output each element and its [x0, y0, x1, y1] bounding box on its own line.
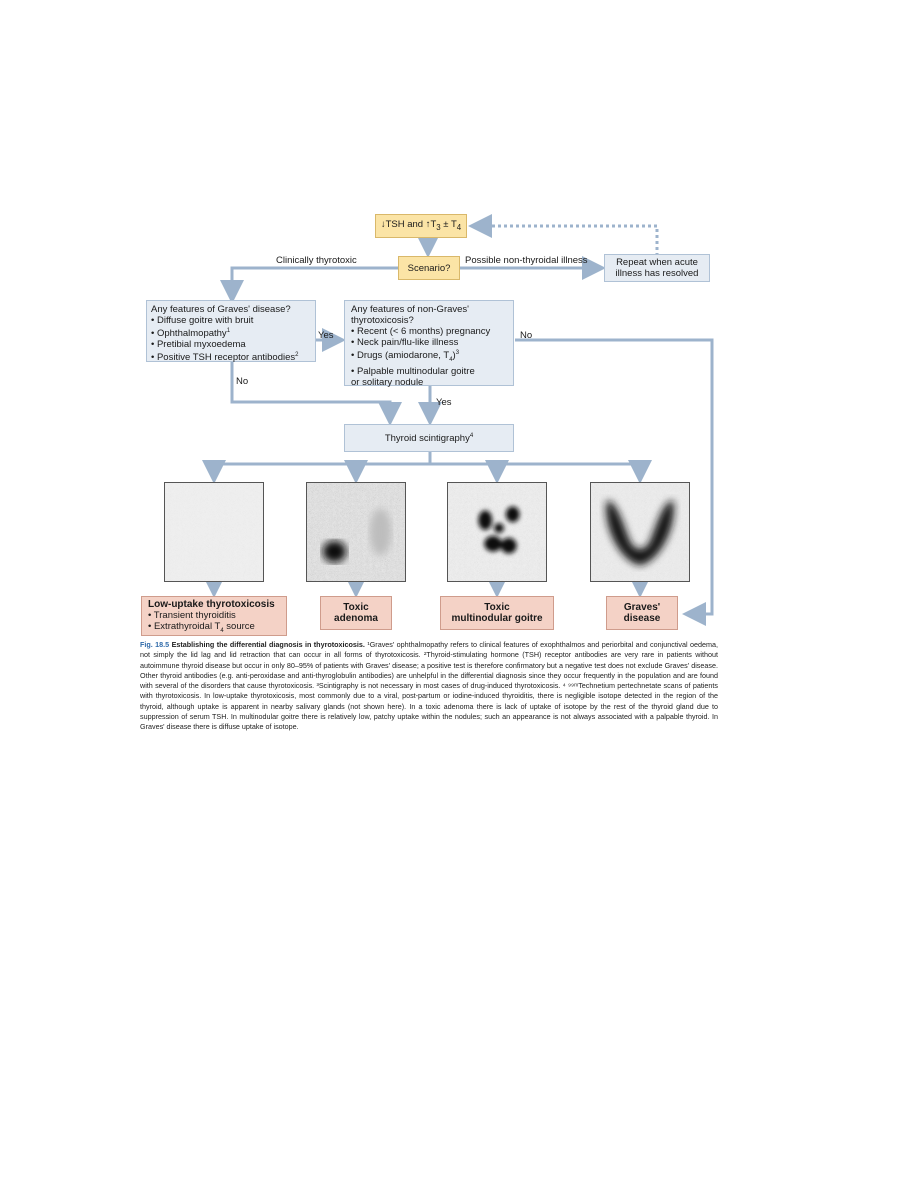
list-item: • Pretibial myxoedema [151, 339, 311, 350]
label-no-non-graves: No [520, 330, 533, 341]
list-item: • Neck pain/flu-like illness [351, 337, 507, 348]
label-non-thyroidal-illness: Possible non-thyroidal illness [465, 255, 588, 266]
figure-caption [140, 640, 718, 733]
scan-toxic-mng-image [447, 482, 547, 582]
graves-features-title: Any features of Graves' disease? [151, 304, 291, 315]
outcome-graves-box: Graves' disease [606, 596, 678, 630]
list-item: • Positive TSH receptor antibodies$^2$ [151, 350, 311, 363]
label-no-graves: No [236, 376, 249, 387]
list-item: • Extrathyroidal $T_4$ source [148, 621, 280, 637]
outcome-low-uptake-title: Low-uptake thyrotoxicosis [148, 599, 275, 610]
caption-body: ¹Graves' ophthalmopathy refers to clinical features of exophthalmos and periorbital and conjunctival oedema, not simply the lid lag and lid retraction that can occur in all forms of thyrotoxicosis. ²Thyroid-stimulating hormone (TSH) receptor antibodies are very rare in patients without autoimmune thyroid disease but occur in only 80–95% of patients with Graves' disease; a positive test is therefore confirmatory but a negative test does not exclude Graves' disease. Other thyroid antibodies (e.g. anti-peroxidase and anti-thyroglobulin antibodies) are unhelpful in the differential diagnosis since they occur frequently in the population and are found with several of the disorders that cause thyrotoxicosis. ³Scintigraphy is not necessary in most cases of drug-induced thyrotoxicosis. ⁴ ⁹⁹ᵐTechnetium pertechnetate scans of patients with thyrotoxicosis. In low-uptake thyrotoxicosis, most commonly due to a viral, post-partum or iodine-induced thyroiditis, there is negligible isotope detected in the region of the thyroid, although uptake is apparent in nearby salivary glands (not shown here). In a toxic adenoma there is lack of uptake of isotope by the rest of the thyroid gland due to suppression of serum TSH. In multinodular goitre there is relatively low, patchy uptake within the nodules; such an appearance is not always associated with a palpable thyroid. In Graves' disease there is diffuse uptake of isotope. [140, 640, 718, 732]
non-graves-title-2: thyrotoxicosis? [351, 315, 414, 326]
non-graves-features-box [344, 300, 514, 389]
list-item: • Ophthalmopathy$^1$ [151, 326, 311, 339]
label-yes-graves: Yes [318, 330, 334, 341]
label-yes-non-graves: Yes [436, 397, 452, 408]
outcome-toxic-adenoma-box: Toxic adenoma [320, 596, 392, 630]
graves-features-box [146, 300, 316, 362]
list-item: • Transient thyroiditis [148, 610, 280, 621]
scan-graves-image [590, 482, 690, 582]
repeat-box: Repeat when acute illness has resolved [604, 254, 710, 282]
outcome-low-uptake-list [148, 610, 280, 637]
scan-toxic-adenoma-image [306, 482, 406, 582]
lab-result-box [375, 214, 467, 238]
scintigraphy-box [344, 424, 514, 452]
outcome-low-uptake-box [141, 596, 287, 636]
list-item: • Drugs (amiodarone, $T_4)^3$ [351, 348, 507, 366]
scan-low-uptake-image [164, 482, 264, 582]
non-graves-features-list [351, 326, 507, 377]
list-item: • Recent (< 6 months) pregnancy [351, 326, 507, 337]
caption-title: Establishing the differential diagnosis in thyrotoxicosis. [171, 640, 365, 649]
non-graves-title-1: Any features of non-Graves' [351, 304, 469, 315]
label-clinically-thyrotoxic: Clinically thyrotoxic [276, 255, 357, 266]
scenario-box: Scenario? [398, 256, 460, 280]
list-item: • Palpable multinodular goitre [351, 366, 507, 377]
caption-fig-number: Fig. 18.5 [140, 640, 170, 649]
graves-features-list [151, 315, 311, 363]
list-item: • Diffuse goitre with bruit [151, 315, 311, 326]
non-graves-item-cont: or solitary nodule [351, 377, 424, 389]
outcome-toxic-mng-box: Toxic multinodular goitre [440, 596, 554, 630]
lab-result-text: ↓TSH and $↑T_3 \pm T_4$ [380, 219, 462, 232]
scintigraphy-text: Thyroid scintigraphy$^4$ [384, 433, 474, 445]
